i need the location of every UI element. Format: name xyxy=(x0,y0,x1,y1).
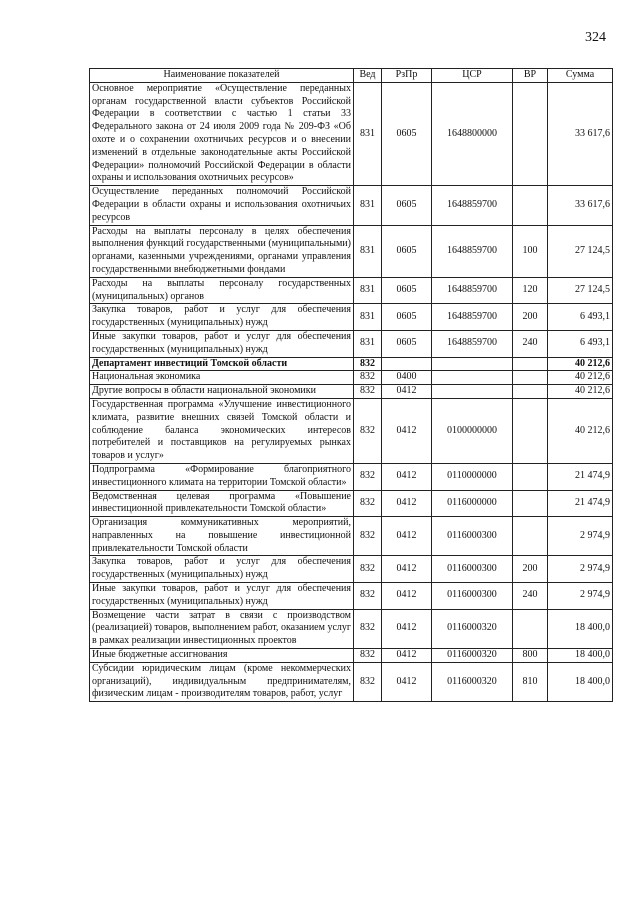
row-csr xyxy=(432,357,513,371)
row-vr xyxy=(513,186,548,225)
row-ved: 832 xyxy=(354,385,382,399)
table-row xyxy=(90,371,613,385)
row-vr: 100 xyxy=(513,225,548,277)
row-ved: 832 xyxy=(354,490,382,517)
row-name: Расходы на выплаты персоналу в целях обеспечения выполнения функций государственными (муниципальными) органами, казенными учреждениями, органами управления государственными внебюджетными фондами xyxy=(90,225,354,277)
row-rzpr: 0412 xyxy=(382,649,432,663)
table-row xyxy=(90,649,613,663)
row-name: Иные закупки товаров, работ и услуг для обеспечения государственных (муниципальных) нужд xyxy=(90,330,354,357)
row-sum: 27 124,5 xyxy=(548,277,613,304)
row-ved: 832 xyxy=(354,649,382,663)
table-row xyxy=(90,517,613,556)
row-rzpr: 0412 xyxy=(382,662,432,701)
row-csr: 0116000320 xyxy=(432,649,513,663)
header-name: Наименование показателей xyxy=(90,69,354,83)
row-vr: 240 xyxy=(513,583,548,610)
row-sum: 40 212,6 xyxy=(548,398,613,463)
row-name: Национальная экономика xyxy=(90,371,354,385)
row-csr: 0116000300 xyxy=(432,517,513,556)
row-rzpr: 0412 xyxy=(382,556,432,583)
row-ved: 831 xyxy=(354,186,382,225)
header-sum: Сумма xyxy=(548,69,613,83)
row-vr: 120 xyxy=(513,277,548,304)
row-ved: 832 xyxy=(354,371,382,385)
table-row xyxy=(90,330,613,357)
row-vr xyxy=(513,490,548,517)
table-row xyxy=(90,385,613,399)
row-sum: 40 212,6 xyxy=(548,371,613,385)
row-rzpr: 0412 xyxy=(382,385,432,399)
row-name: Основное мероприятие «Осуществление переданных органам государственной власти субъектов Российской Федерации в соответствии с частью 1 статьи 33 Федерального закона от 24 июля 2009 года № 209-ФЗ «Об охоте и о сохранении охотничьих ресурсов и о внесении изменений в отдельные законодательные акты Российской Федерации» полномочий Российской Федерации в области охраны и использования охотничьих ресурсов» xyxy=(90,82,354,185)
row-vr xyxy=(513,398,548,463)
row-rzpr: 0412 xyxy=(382,490,432,517)
row-name: Департамент инвестиций Томской области xyxy=(90,357,354,371)
header-rzpr: РзПр xyxy=(382,69,432,83)
table-row xyxy=(90,304,613,331)
row-csr: 1648859700 xyxy=(432,330,513,357)
row-ved: 831 xyxy=(354,330,382,357)
table-row xyxy=(90,277,613,304)
row-ved: 831 xyxy=(354,304,382,331)
row-csr: 0116000300 xyxy=(432,583,513,610)
row-name: Государственная программа «Улучшение инвестиционного климата, развитие внешних связей Томской области и соблюдение баланса экономических интересов потребителей и поставщиков на регулируемых рынках товаров и услуг» xyxy=(90,398,354,463)
row-name: Иные закупки товаров, работ и услуг для обеспечения государственных (муниципальных) нужд xyxy=(90,583,354,610)
row-sum: 33 617,6 xyxy=(548,186,613,225)
row-name: Расходы на выплаты персоналу государственных (муниципальных) органов xyxy=(90,277,354,304)
row-vr: 810 xyxy=(513,662,548,701)
row-name: Другие вопросы в области национальной экономики xyxy=(90,385,354,399)
row-sum: 18 400,0 xyxy=(548,649,613,663)
table-row xyxy=(90,186,613,225)
row-vr xyxy=(513,371,548,385)
row-sum: 2 974,9 xyxy=(548,583,613,610)
table-row xyxy=(90,662,613,701)
row-csr: 1648859700 xyxy=(432,186,513,225)
row-csr xyxy=(432,385,513,399)
row-rzpr: 0400 xyxy=(382,371,432,385)
row-csr: 1648800000 xyxy=(432,82,513,185)
row-rzpr: 0605 xyxy=(382,330,432,357)
header-csr: ЦСР xyxy=(432,69,513,83)
row-rzpr: 0412 xyxy=(382,517,432,556)
row-sum: 27 124,5 xyxy=(548,225,613,277)
row-vr xyxy=(513,463,548,490)
row-sum: 21 474,9 xyxy=(548,490,613,517)
row-ved: 832 xyxy=(354,517,382,556)
row-name: Закупка товаров, работ и услуг для обеспечения государственных (муниципальных) нужд xyxy=(90,556,354,583)
row-sum: 6 493,1 xyxy=(548,304,613,331)
row-rzpr: 0412 xyxy=(382,398,432,463)
row-rzpr: 0412 xyxy=(382,609,432,648)
row-vr xyxy=(513,385,548,399)
row-vr xyxy=(513,609,548,648)
row-sum: 2 974,9 xyxy=(548,517,613,556)
table-row xyxy=(90,82,613,185)
row-name: Возмещение части затрат в связи с производством (реализацией) товаров, выполнением работ, оказанием услуг в рамках реализации инвестиционных проектов xyxy=(90,609,354,648)
row-vr xyxy=(513,82,548,185)
row-sum: 40 212,6 xyxy=(548,357,613,371)
header-vr: ВР xyxy=(513,69,548,83)
row-rzpr: 0605 xyxy=(382,304,432,331)
budget-table xyxy=(89,68,613,702)
row-rzpr xyxy=(382,357,432,371)
row-csr: 0116000320 xyxy=(432,609,513,648)
table-row xyxy=(90,583,613,610)
row-ved: 832 xyxy=(354,398,382,463)
header-ved: Вед xyxy=(354,69,382,83)
row-ved: 832 xyxy=(354,556,382,583)
row-ved: 831 xyxy=(354,225,382,277)
row-csr: 1648859700 xyxy=(432,225,513,277)
row-csr: 0116000320 xyxy=(432,662,513,701)
row-ved: 831 xyxy=(354,277,382,304)
row-vr: 800 xyxy=(513,649,548,663)
row-name: Ведомственная целевая программа «Повышение инвестиционной привлекательности Томской области» xyxy=(90,490,354,517)
row-sum: 40 212,6 xyxy=(548,385,613,399)
table-row xyxy=(90,225,613,277)
row-name: Организация коммуникативных мероприятий, направленных на повышение инвестиционной привлекательности Томской области xyxy=(90,517,354,556)
row-ved: 832 xyxy=(354,583,382,610)
row-vr: 200 xyxy=(513,304,548,331)
row-csr: 0100000000 xyxy=(432,398,513,463)
table-row xyxy=(90,398,613,463)
row-sum: 18 400,0 xyxy=(548,662,613,701)
row-name: Закупка товаров, работ и услуг для обеспечения государственных (муниципальных) нужд xyxy=(90,304,354,331)
row-sum: 18 400,0 xyxy=(548,609,613,648)
row-sum: 21 474,9 xyxy=(548,463,613,490)
row-name: Подпрограмма «Формирование благоприятного инвестиционного климата на территории Томской области» xyxy=(90,463,354,490)
table-row xyxy=(90,609,613,648)
row-csr: 0116000000 xyxy=(432,490,513,517)
row-ved: 832 xyxy=(354,463,382,490)
row-sum: 2 974,9 xyxy=(548,556,613,583)
row-rzpr: 0605 xyxy=(382,277,432,304)
row-vr: 240 xyxy=(513,330,548,357)
row-csr: 0110000000 xyxy=(432,463,513,490)
row-rzpr: 0412 xyxy=(382,583,432,610)
table-row xyxy=(90,463,613,490)
row-name: Иные бюджетные ассигнования xyxy=(90,649,354,663)
row-sum: 33 617,6 xyxy=(548,82,613,185)
row-vr: 200 xyxy=(513,556,548,583)
row-ved: 832 xyxy=(354,609,382,648)
table-body xyxy=(90,82,613,701)
table-row xyxy=(90,556,613,583)
row-rzpr: 0412 xyxy=(382,463,432,490)
row-rzpr: 0605 xyxy=(382,186,432,225)
table-row xyxy=(90,490,613,517)
row-vr xyxy=(513,517,548,556)
row-name: Осуществление переданных полномочий Российской Федерации в области охраны и использования охотничьих ресурсов xyxy=(90,186,354,225)
row-rzpr: 0605 xyxy=(382,225,432,277)
row-rzpr: 0605 xyxy=(382,82,432,185)
row-csr: 0116000300 xyxy=(432,556,513,583)
row-ved: 832 xyxy=(354,662,382,701)
row-ved: 832 xyxy=(354,357,382,371)
row-csr xyxy=(432,371,513,385)
table-row xyxy=(90,357,613,371)
row-vr xyxy=(513,357,548,371)
row-csr: 1648859700 xyxy=(432,277,513,304)
table-header-row xyxy=(90,69,613,83)
row-ved: 831 xyxy=(354,82,382,185)
row-csr: 1648859700 xyxy=(432,304,513,331)
page-number: 324 xyxy=(585,30,606,45)
row-sum: 6 493,1 xyxy=(548,330,613,357)
row-name: Субсидии юридическим лицам (кроме некоммерческих организаций), индивидуальным предпринимателям, физическим лицам - производителям товаров, работ, услуг xyxy=(90,662,354,701)
